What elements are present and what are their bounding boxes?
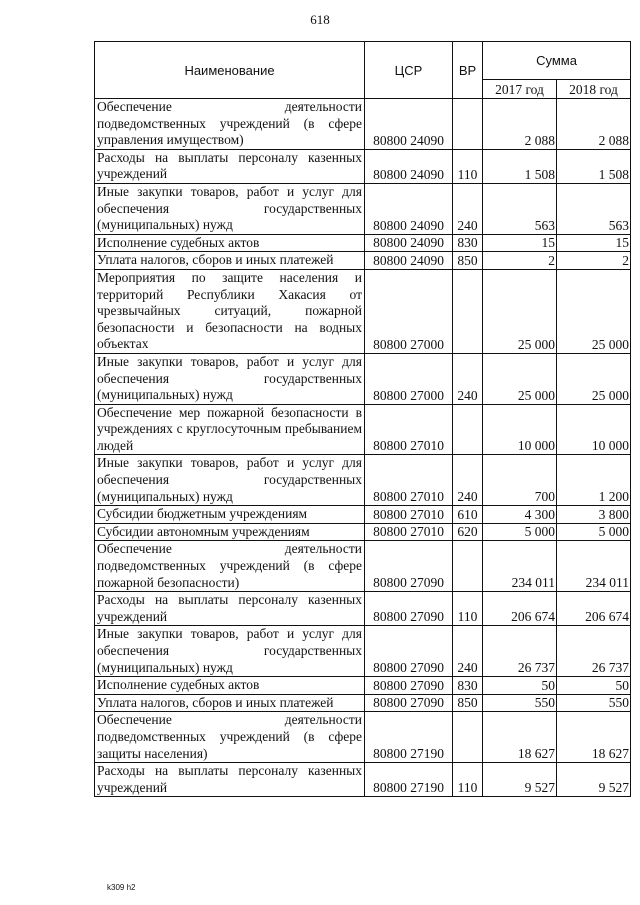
row-name: Исполнение судебных актов (95, 677, 365, 695)
row-vr: 110 (453, 149, 483, 183)
row-name: Иные закупки товаров, работ и услуг для обеспечения государственных (муниципальных) нужд (95, 455, 365, 506)
row-csr: 80800 27090 (365, 592, 453, 626)
row-sum-2017: 15 (483, 234, 557, 252)
row-vr: 830 (453, 677, 483, 695)
row-vr: 240 (453, 626, 483, 677)
row-sum-2018: 563 (557, 183, 631, 234)
row-name: Обеспечение деятельности подведомственных учреждений (в сфере защиты населения) (95, 712, 365, 763)
row-csr: 80800 24090 (365, 252, 453, 270)
row-sum-2018: 26 737 (557, 626, 631, 677)
row-sum-2017: 1 508 (483, 149, 557, 183)
table-body (95, 99, 631, 797)
budget-table (94, 41, 631, 797)
row-csr: 80800 27090 (365, 677, 453, 695)
table-row (95, 541, 631, 592)
row-sum-2018: 25 000 (557, 353, 631, 404)
row-vr: 850 (453, 252, 483, 270)
row-csr: 80800 27010 (365, 404, 453, 455)
row-vr: 610 (453, 506, 483, 524)
row-sum-2017: 18 627 (483, 712, 557, 763)
row-vr: 240 (453, 353, 483, 404)
row-sum-2018: 50 (557, 677, 631, 695)
row-vr: 830 (453, 234, 483, 252)
row-name: Обеспечение деятельности подведомственных учреждений (в сфере пожарной безопасности) (95, 541, 365, 592)
row-sum-2017: 10 000 (483, 404, 557, 455)
row-csr: 80800 27000 (365, 269, 453, 353)
row-sum-2018: 10 000 (557, 404, 631, 455)
row-sum-2018: 2 088 (557, 99, 631, 150)
row-csr: 80800 27090 (365, 541, 453, 592)
row-sum-2017: 2 088 (483, 99, 557, 150)
row-sum-2017: 9 527 (483, 763, 557, 797)
row-name: Субсидии автономным учреждениям (95, 523, 365, 541)
table-row (95, 523, 631, 541)
row-name: Субсидии бюджетным учреждениям (95, 506, 365, 524)
row-sum-2018: 9 527 (557, 763, 631, 797)
table-row (95, 626, 631, 677)
table-row (95, 677, 631, 695)
row-name: Иные закупки товаров, работ и услуг для обеспечения государственных (муниципальных) нужд (95, 183, 365, 234)
header-year-2017: 2017 год (483, 80, 557, 99)
table-row (95, 694, 631, 712)
row-vr: 110 (453, 763, 483, 797)
row-sum-2017: 550 (483, 694, 557, 712)
table-row (95, 269, 631, 353)
row-sum-2018: 1 508 (557, 149, 631, 183)
row-name: Иные закупки товаров, работ и услуг для обеспечения государственных (муниципальных) нужд (95, 626, 365, 677)
row-sum-2017: 563 (483, 183, 557, 234)
row-csr: 80800 27000 (365, 353, 453, 404)
row-name: Исполнение судебных актов (95, 234, 365, 252)
row-csr: 80800 24090 (365, 183, 453, 234)
row-vr (453, 269, 483, 353)
row-sum-2018: 550 (557, 694, 631, 712)
row-sum-2018: 25 000 (557, 269, 631, 353)
row-csr: 80800 27190 (365, 712, 453, 763)
page-number: 618 (310, 12, 330, 27)
row-sum-2017: 700 (483, 455, 557, 506)
row-name: Расходы на выплаты персоналу казенных учреждений (95, 763, 365, 797)
row-vr (453, 99, 483, 150)
row-csr: 80800 27090 (365, 626, 453, 677)
row-vr: 110 (453, 592, 483, 626)
table-row (95, 99, 631, 150)
row-name: Расходы на выплаты персоналу казенных учреждений (95, 149, 365, 183)
row-sum-2017: 4 300 (483, 506, 557, 524)
row-sum-2018: 3 800 (557, 506, 631, 524)
header-sum: Сумма (483, 42, 631, 80)
table-row (95, 149, 631, 183)
row-sum-2018: 234 011 (557, 541, 631, 592)
row-csr: 80800 27190 (365, 763, 453, 797)
header-name: Наименование (95, 42, 365, 99)
row-sum-2017: 50 (483, 677, 557, 695)
row-csr: 80800 24090 (365, 149, 453, 183)
table-row (95, 404, 631, 455)
row-csr: 80800 24090 (365, 234, 453, 252)
row-sum-2018: 1 200 (557, 455, 631, 506)
row-vr: 850 (453, 694, 483, 712)
row-csr: 80800 27010 (365, 455, 453, 506)
row-csr: 80800 24090 (365, 99, 453, 150)
row-vr (453, 541, 483, 592)
table-row (95, 353, 631, 404)
table-row (95, 592, 631, 626)
row-csr: 80800 27010 (365, 506, 453, 524)
row-name: Обеспечение деятельности подведомственных учреждений (в сфере управления имуществом) (95, 99, 365, 150)
row-name: Иные закупки товаров, работ и услуг для обеспечения государственных (муниципальных) нужд (95, 353, 365, 404)
row-sum-2018: 18 627 (557, 712, 631, 763)
row-vr: 620 (453, 523, 483, 541)
row-sum-2017: 234 011 (483, 541, 557, 592)
table-row (95, 183, 631, 234)
row-name: Уплата налогов, сборов и иных платежей (95, 252, 365, 270)
table-row (95, 763, 631, 797)
header-year-2018: 2018 год (557, 80, 631, 99)
row-vr (453, 404, 483, 455)
table-row (95, 234, 631, 252)
row-sum-2018: 2 (557, 252, 631, 270)
row-name: Обеспечение мер пожарной безопасности в учреждениях с круглосуточным пребыванием людей (95, 404, 365, 455)
row-sum-2018: 15 (557, 234, 631, 252)
row-sum-2018: 5 000 (557, 523, 631, 541)
table-row (95, 506, 631, 524)
table-row (95, 712, 631, 763)
table-row (95, 252, 631, 270)
row-vr: 240 (453, 183, 483, 234)
row-sum-2017: 206 674 (483, 592, 557, 626)
row-sum-2017: 25 000 (483, 269, 557, 353)
row-sum-2017: 25 000 (483, 353, 557, 404)
row-name: Уплата налогов, сборов и иных платежей (95, 694, 365, 712)
row-sum-2017: 5 000 (483, 523, 557, 541)
row-sum-2017: 2 (483, 252, 557, 270)
header-vr: ВР (453, 42, 483, 99)
row-name: Мероприятия по защите населения и территорий Республики Хакасия от чрезвычайных ситуаций, пожарной безопасности и безопасности на водных объектах (95, 269, 365, 353)
table-row (95, 455, 631, 506)
row-vr: 240 (453, 455, 483, 506)
row-csr: 80800 27090 (365, 694, 453, 712)
row-vr (453, 712, 483, 763)
row-sum-2018: 206 674 (557, 592, 631, 626)
row-csr: 80800 27010 (365, 523, 453, 541)
row-name: Расходы на выплаты персоналу казенных учреждений (95, 592, 365, 626)
row-sum-2017: 26 737 (483, 626, 557, 677)
footer-code: k309 h2 (107, 883, 136, 892)
header-csr: ЦСР (365, 42, 453, 99)
